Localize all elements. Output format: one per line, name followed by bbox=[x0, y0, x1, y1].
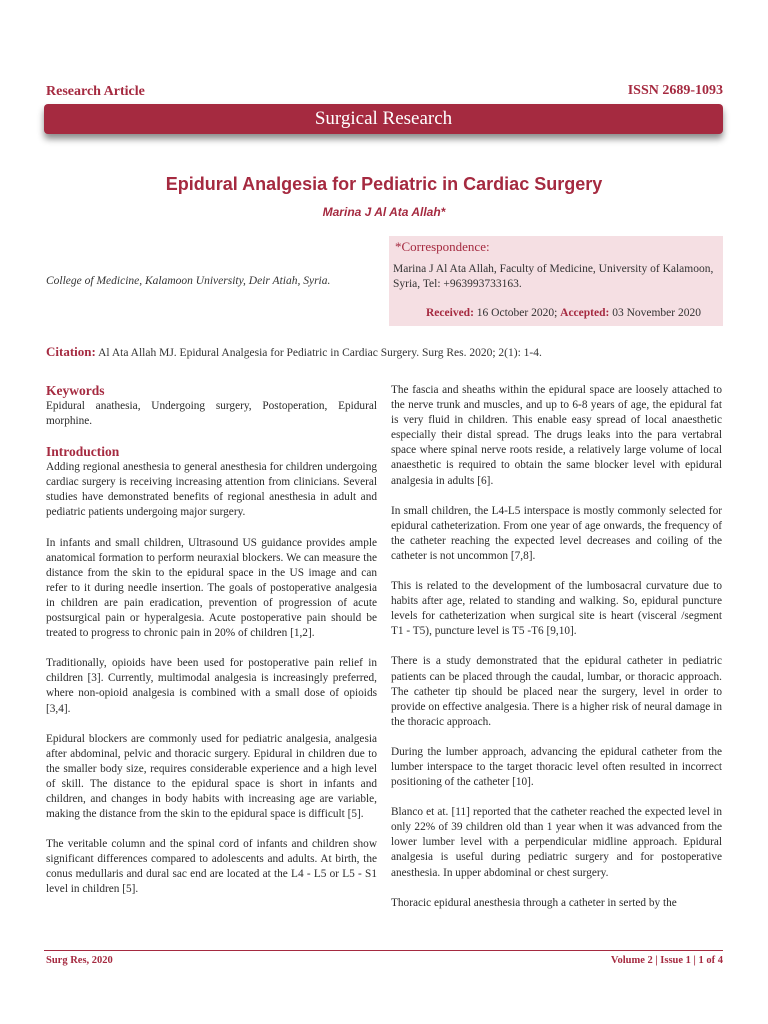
author-affiliation: College of Medicine, Kalamoon University, Deir Atiah, Syria. bbox=[46, 275, 331, 287]
issn-label: ISSN 2689-1093 bbox=[627, 83, 723, 98]
citation-text: Al Ata Allah MJ. Epidural Analgesia for Pediatric in Cardiac Surgery. Surg Res. 2020; 2(1): 1-4. bbox=[98, 347, 542, 359]
right-column bbox=[391, 383, 722, 911]
correspondence-box bbox=[389, 236, 723, 326]
article-author: Marina J Al Ata Allah* bbox=[322, 205, 446, 219]
article-dates bbox=[426, 307, 701, 319]
received-date: 16 October 2020; bbox=[476, 307, 558, 319]
citation bbox=[46, 344, 542, 360]
body-paragraph: This is related to the development of the lumbosacral curvature due to habits after age, related to standing and walking. So, epidural puncture levels for catheterization when surgical site is heart (visceral /segment T1 - T5), puncture level is T5 -T6 [9,10]. bbox=[391, 580, 722, 638]
introduction-heading: Introduction bbox=[46, 444, 120, 460]
received-label: Received: bbox=[426, 307, 474, 319]
footer-page-info: Volume 2 | Issue 1 | 1 of 4 bbox=[610, 955, 723, 966]
keywords-heading: Keywords bbox=[46, 383, 105, 398]
body-paragraph: In infants and small children, Ultrasound US guidance provides ample anatomical formation to perform neuraxial blockers. We can measure the distance from the skin to the epidural space in the US image and can refer to it during needle insertion. The goals of postoperative analgesia in children are pain eradication, prevention of progression of acute postsurgical pain or hyperalgesia. Acute postoperative pain should be treated to progress to chronic pain in 20% of children [1,2]. bbox=[46, 536, 377, 640]
body-paragraph: During the lumber approach, advancing the epidural catheter from the lumber interspace to the target thoracic level often resulted in incorrect positioning of the catheter [10]. bbox=[391, 745, 722, 789]
body-paragraph: The veritable column and the spinal cord of infants and children show significant differences compared to adolescents and adults. At birth, the conus medullaris and dural sac end are located at the L4 - L5 or L5 - S1 level in children [5]. bbox=[46, 838, 377, 896]
body-paragraph: There is a study demonstrated that the epidural catheter in pediatric patients can be placed through the caudal, lumbar, or thoracic approach. The catheter tip should be placed near the surgery, level in order to provide on effective analgesia. There is a higher risk of neural damage in the thoracic approach. bbox=[391, 655, 722, 728]
left-column bbox=[46, 383, 377, 898]
body-paragraph: The fascia and sheaths within the epidural space are loosely attached to the nerve trunk and muscles, and up to 6-8 years of age, the epidural fat is very fluid in children. This enable easy spread of local anaesthetic especially their distal spread. The drugs leaks into the para vertabral space where spinal nerve roots reside, a relatively large volume of local anaesthetic is required to obtain the same blocker level with epidural analgesia in adults [6]. bbox=[391, 384, 722, 487]
correspondence-heading: *Correspondence: bbox=[395, 239, 490, 254]
accepted-date: 03 November 2020 bbox=[612, 307, 701, 319]
body-paragraph: In small children, the L4-L5 interspace is mostly commonly selected for epidural catheterization. From one year of age onwards, the frequency of the catheter reaching the expected level decreases and coiling of the catheter is not uncommon [7,8]. bbox=[391, 504, 722, 562]
body-paragraph: Thoracic epidural anesthesia through a catheter in serted by the bbox=[391, 896, 677, 909]
article-title: Epidural Analgesia for Pediatric in Cardiac Surgery bbox=[165, 174, 603, 194]
footer-divider bbox=[44, 950, 723, 951]
article-type-label: Research Article bbox=[46, 84, 145, 99]
body-paragraph: Epidural blockers are commonly used for pediatric analgesia, analgesia after abdominal, pelvic and thoracic surgery. Epidural in children due to the smaller body size, requires considerable experience and a high level of skill. The distance to the epidural space is short in infants and children, and changes in body habits with increasing age are variable, making the distance from the skin to the epidural space is difficult [5]. bbox=[46, 732, 377, 821]
body-paragraph: Adding regional anesthesia to general anesthesia for children undergoing cardiac surgery is receiving increasing attention from clinicians. Several studies have demonstrated benefits of regional anesthesia in adult and pediatric patients undergoing major surgery. bbox=[46, 461, 377, 519]
body-paragraph: Blanco et at. [11] reported that the catheter reached the expected level in only 22% of 39 children old than 1 year when it was advanced from the lower lumber level with a perpendicular midline approach. Epidural analgesia is useful during pediatric surgery and for postoperative anesthesia. In upper abdominal or chest surgery. bbox=[391, 806, 722, 879]
keywords-text: Epidural anathesia, Undergoing surgery, Postoperation, Epidural morphine. bbox=[46, 400, 377, 428]
journal-banner: Surgical Research bbox=[44, 104, 723, 134]
body-paragraph: Traditionally, opioids have been used for postoperative pain relief in children [3]. Currently, multimodal analgesia is increasingly preferred, where non-opioid analgesia is combined with a small dose of opioids [3,4]. bbox=[46, 657, 377, 715]
accepted-label: Accepted: bbox=[560, 307, 610, 319]
correspondence-text: Marina J Al Ata Allah, Faculty of Medicine, University of Kalamoon, Syria, Tel: +963993733163. bbox=[393, 263, 714, 290]
footer-journal-year: Surg Res, 2020 bbox=[46, 955, 113, 966]
citation-label: Citation: bbox=[46, 344, 96, 359]
